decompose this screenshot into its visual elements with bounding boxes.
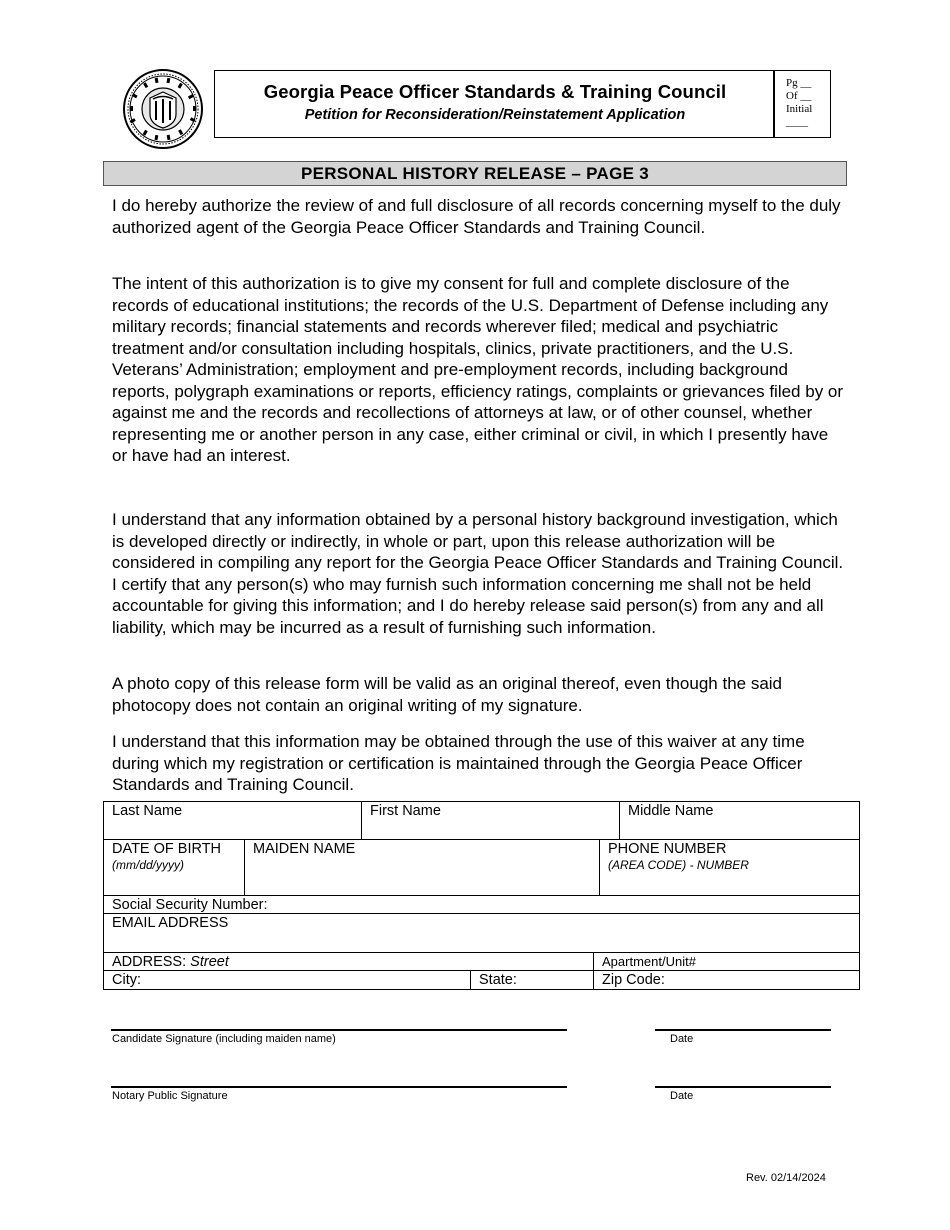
header-box: [214, 70, 774, 138]
candidate-date-line[interactable]: [655, 1029, 831, 1031]
state-field[interactable]: [470, 970, 594, 990]
revision-date: Rev. 02/14/2024: [746, 1172, 826, 1184]
notary-signature-label: Notary Public Signature: [112, 1090, 228, 1102]
city-label: City:: [112, 972, 141, 988]
section-title: PERSONAL HISTORY RELEASE – PAGE 3: [103, 161, 847, 186]
middle-name-label: Middle Name: [628, 803, 714, 819]
address-street-field[interactable]: [103, 952, 594, 971]
middle-name-field[interactable]: [619, 801, 860, 840]
apartment-label: Apartment/Unit#: [602, 954, 696, 969]
apartment-unit-field[interactable]: [593, 952, 860, 971]
candidate-signature-line[interactable]: [111, 1029, 567, 1031]
zip-code-field[interactable]: [593, 970, 860, 990]
page-number-box: [774, 70, 831, 138]
email-label: EMAIL ADDRESS: [112, 915, 229, 931]
city-field[interactable]: [103, 970, 471, 990]
maiden-name-field[interactable]: [244, 839, 600, 896]
ssn-field[interactable]: [103, 895, 860, 914]
first-name-field[interactable]: [361, 801, 620, 840]
last-name-label: Last Name: [112, 803, 183, 819]
notary-signature-line[interactable]: [111, 1086, 567, 1088]
candidate-signature-label: Candidate Signature (including maiden name): [112, 1033, 336, 1045]
phone-format-hint: (AREA CODE) - NUMBER: [608, 858, 749, 872]
form-subtitle: Petition for Reconsideration/Reinstatement Application: [304, 107, 686, 123]
notary-date-label: Date: [670, 1090, 694, 1102]
council-seal-logo: [122, 68, 204, 150]
phone-number-field[interactable]: [599, 839, 860, 896]
zip-label: Zip Code:: [602, 972, 665, 988]
phone-label: PHONE NUMBER: [608, 841, 727, 857]
page-field[interactable]: Pg __: [786, 77, 812, 89]
email-field[interactable]: [103, 913, 860, 953]
address-street-hint: Street: [190, 954, 229, 970]
dob-label: DATE OF BIRTH: [112, 841, 222, 857]
paragraph-release: I understand that any information obtained by a personal history background investigation, which is developed directly or indirectly, in whole or part, upon this release authorization will be considered in compiling any report for the Georgia Peace Officer Standards and Training Council. I certify that any person(s) who may furnish such information concerning me shall not be held accountable for giving this information; and I do hereby release said person(s) from any and all liability, which may be incurred as a result of furnishing such information.: [112, 510, 844, 637]
initial-label: Initial: [786, 103, 813, 115]
last-name-field[interactable]: [103, 801, 362, 840]
date-of-birth-field[interactable]: [103, 839, 245, 896]
page-of-field[interactable]: Of __: [786, 90, 812, 102]
paragraph-intent: The intent of this authorization is to give my consent for full and complete disclosure of the records of educational institutions; the records of the U.S. Department of Defense including any military records; financial statements and records wherever filed; medical and psychiatric treatment and/or consultation including hospitals, clinics, private practitioners, and the U.S. Veterans’ Administration; employment and pre-employment records, including background reports, polygraph examinations or reports, efficiency ratings, complaints or grievances filed by or against me and the records and recollections of attorneys at law, or of other counsel, whether representing me or another person in any case, either criminal or civil, in which I presently have or have had an interest.: [112, 274, 844, 465]
personal-info-form: [103, 801, 860, 990]
paragraph-authorization: I do hereby authorize the review of and full disclosure of all records concerning myself to the duly authorized agent of the Georgia Peace Officer Standards and Training Council.: [112, 196, 841, 237]
first-name-label: First Name: [370, 803, 441, 819]
ssn-label: Social Security Number:: [112, 897, 268, 913]
candidate-date-label: Date: [670, 1033, 694, 1045]
address-label: ADDRESS:: [112, 954, 187, 970]
paragraph-waiver: I understand that this information may be obtained through the use of this waiver at any time during which my registration or certification is maintained through the Georgia Peace Officer Standards and Training Council.: [112, 732, 805, 794]
notary-date-line[interactable]: [655, 1086, 831, 1088]
paragraph-photocopy: A photo copy of this release form will be valid as an original thereof, even though the said photocopy does not contain an original writing of my signature.: [112, 674, 783, 715]
state-label: State:: [479, 972, 517, 988]
dob-format-hint: (mm/dd/yyyy): [112, 858, 184, 872]
maiden-name-label: MAIDEN NAME: [253, 841, 356, 857]
initial-field[interactable]: ____: [786, 116, 808, 128]
council-title: Georgia Peace Officer Standards & Training Council: [263, 81, 727, 102]
